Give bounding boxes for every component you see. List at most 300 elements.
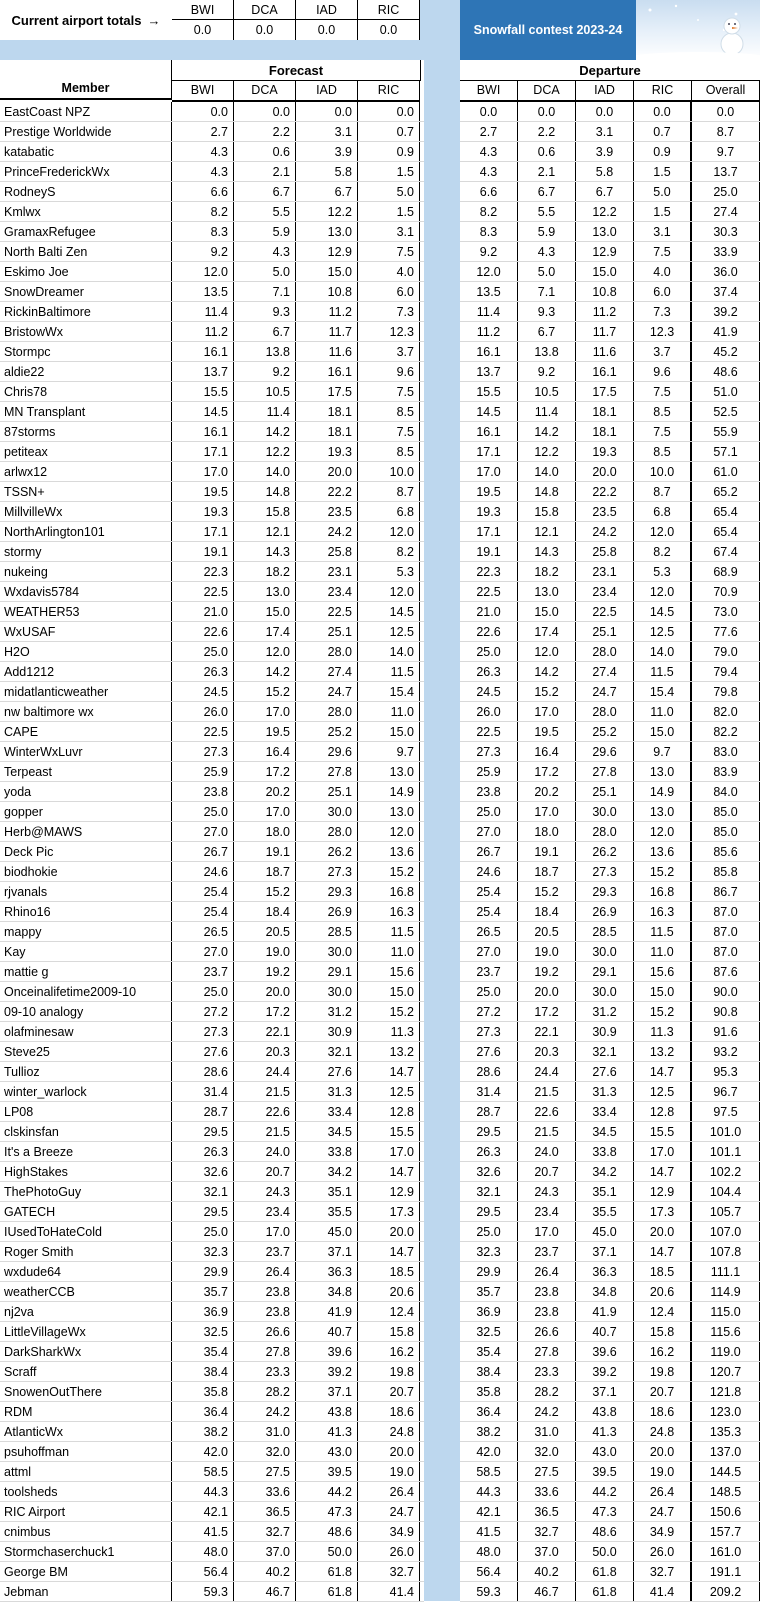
overall-cell[interactable]: 123.0 — [692, 1402, 760, 1421]
departure-dca-cell[interactable]: 27.5 — [518, 1462, 576, 1481]
forecast-ric-cell[interactable]: 19.8 — [358, 1362, 420, 1381]
forecast-dca-cell[interactable]: 0.6 — [234, 142, 296, 161]
forecast-dca-cell[interactable]: 20.2 — [234, 782, 296, 801]
forecast-iad-cell[interactable]: 22.2 — [296, 482, 358, 501]
member-name-cell[interactable]: nukeing — [0, 562, 172, 581]
member-name-cell[interactable]: Stormchaserchuck1 — [0, 1542, 172, 1561]
forecast-ric-cell[interactable]: 12.9 — [358, 1182, 420, 1201]
forecast-dca-cell[interactable]: 12.0 — [234, 642, 296, 661]
forecast-ric-cell[interactable]: 8.7 — [358, 482, 420, 501]
forecast-dca-cell[interactable]: 33.6 — [234, 1482, 296, 1501]
overall-cell[interactable]: 65.4 — [692, 522, 760, 541]
departure-bwi-cell[interactable]: 42.1 — [460, 1502, 518, 1521]
forecast-iad-cell[interactable]: 39.6 — [296, 1342, 358, 1361]
forecast-ric-cell[interactable]: 13.2 — [358, 1042, 420, 1061]
departure-iad-cell[interactable]: 61.8 — [576, 1562, 634, 1581]
forecast-dca-cell[interactable]: 5.5 — [234, 202, 296, 221]
forecast-bwi-cell[interactable]: 22.3 — [172, 562, 234, 581]
member-name-cell[interactable]: Wxdavis5784 — [0, 582, 172, 601]
departure-dca-cell[interactable]: 31.0 — [518, 1422, 576, 1441]
departure-ric-cell[interactable]: 12.4 — [634, 1302, 692, 1321]
departure-iad-cell[interactable]: 25.1 — [576, 782, 634, 801]
departure-iad-cell[interactable]: 45.0 — [576, 1222, 634, 1241]
departure-dca-cell[interactable]: 5.0 — [518, 262, 576, 281]
member-name-cell[interactable]: ThePhotoGuy — [0, 1182, 172, 1201]
departure-dca-cell[interactable]: 20.3 — [518, 1042, 576, 1061]
forecast-iad-cell[interactable]: 41.3 — [296, 1422, 358, 1441]
forecast-bwi-cell[interactable]: 36.9 — [172, 1302, 234, 1321]
member-name-cell[interactable]: Terpeast — [0, 762, 172, 781]
overall-cell[interactable]: 83.0 — [692, 742, 760, 761]
departure-bwi-cell[interactable]: 29.5 — [460, 1202, 518, 1221]
forecast-bwi-cell[interactable]: 0.0 — [172, 102, 234, 121]
forecast-dca-cell[interactable]: 5.0 — [234, 262, 296, 281]
overall-cell[interactable]: 85.6 — [692, 842, 760, 861]
overall-cell[interactable]: 51.0 — [692, 382, 760, 401]
departure-ric-cell[interactable]: 19.0 — [634, 1462, 692, 1481]
departure-dca-cell[interactable]: 19.0 — [518, 942, 576, 961]
departure-dca-cell[interactable]: 10.5 — [518, 382, 576, 401]
totals-airport-value[interactable]: 0.0 — [234, 20, 296, 40]
forecast-iad-cell[interactable]: 31.2 — [296, 1002, 358, 1021]
member-name-cell[interactable]: MN Transplant — [0, 402, 172, 421]
overall-cell[interactable]: 120.7 — [692, 1362, 760, 1381]
forecast-iad-cell[interactable]: 31.3 — [296, 1082, 358, 1101]
departure-ric-cell[interactable]: 3.1 — [634, 222, 692, 241]
departure-dca-cell[interactable]: 22.6 — [518, 1102, 576, 1121]
member-name-cell[interactable]: EastCoast NPZ — [0, 102, 172, 121]
departure-iad-cell[interactable]: 12.2 — [576, 202, 634, 221]
departure-ric-cell[interactable]: 26.0 — [634, 1542, 692, 1561]
member-name-cell[interactable]: Eskimo Joe — [0, 262, 172, 281]
overall-cell[interactable]: 79.4 — [692, 662, 760, 681]
forecast-bwi-cell[interactable]: 14.5 — [172, 402, 234, 421]
forecast-ric-cell[interactable]: 24.8 — [358, 1422, 420, 1441]
forecast-ric-cell[interactable]: 26.0 — [358, 1542, 420, 1561]
forecast-dca-cell[interactable]: 17.0 — [234, 702, 296, 721]
forecast-bwi-cell[interactable]: 42.0 — [172, 1442, 234, 1461]
departure-iad-cell[interactable]: 25.8 — [576, 542, 634, 561]
forecast-iad-cell[interactable]: 18.1 — [296, 402, 358, 421]
overall-cell[interactable]: 101.1 — [692, 1142, 760, 1161]
departure-ric-cell[interactable]: 8.5 — [634, 442, 692, 461]
departure-iad-cell[interactable]: 37.1 — [576, 1382, 634, 1401]
overall-cell[interactable]: 30.3 — [692, 222, 760, 241]
forecast-ric-cell[interactable]: 15.2 — [358, 1002, 420, 1021]
forecast-bwi-cell[interactable]: 12.0 — [172, 262, 234, 281]
departure-ric-cell[interactable]: 41.4 — [634, 1582, 692, 1601]
forecast-dca-cell[interactable]: 32.7 — [234, 1522, 296, 1541]
member-name-cell[interactable]: GramaxRefugee — [0, 222, 172, 241]
departure-ric-cell[interactable]: 24.8 — [634, 1422, 692, 1441]
overall-cell[interactable]: 65.4 — [692, 502, 760, 521]
overall-cell[interactable]: 83.9 — [692, 762, 760, 781]
forecast-dca-cell[interactable]: 23.7 — [234, 1242, 296, 1261]
departure-bwi-cell[interactable]: 32.5 — [460, 1322, 518, 1341]
departure-bwi-cell[interactable]: 22.3 — [460, 562, 518, 581]
overall-cell[interactable]: 39.2 — [692, 302, 760, 321]
departure-ric-cell[interactable]: 7.3 — [634, 302, 692, 321]
departure-bwi-cell[interactable]: 26.3 — [460, 1142, 518, 1161]
departure-ric-cell[interactable]: 34.9 — [634, 1522, 692, 1541]
departure-ric-cell[interactable]: 11.0 — [634, 942, 692, 961]
overall-cell[interactable]: 157.7 — [692, 1522, 760, 1541]
departure-dca-cell[interactable]: 46.7 — [518, 1582, 576, 1601]
forecast-dca-cell[interactable]: 12.1 — [234, 522, 296, 541]
forecast-iad-cell[interactable]: 26.9 — [296, 902, 358, 921]
departure-bwi-cell[interactable]: 25.4 — [460, 882, 518, 901]
departure-bwi-cell[interactable]: 25.0 — [460, 1222, 518, 1241]
departure-ric-cell[interactable]: 12.8 — [634, 1102, 692, 1121]
forecast-ric-cell[interactable]: 15.4 — [358, 682, 420, 701]
forecast-dca-cell[interactable]: 23.8 — [234, 1282, 296, 1301]
forecast-dca-cell[interactable]: 17.2 — [234, 1002, 296, 1021]
forecast-dca-cell[interactable]: 28.2 — [234, 1382, 296, 1401]
departure-dca-cell[interactable]: 9.3 — [518, 302, 576, 321]
forecast-ric-cell[interactable]: 14.7 — [358, 1062, 420, 1081]
overall-cell[interactable]: 73.0 — [692, 602, 760, 621]
member-column-header[interactable]: Member — [0, 60, 172, 100]
forecast-bwi-cell[interactable]: 29.9 — [172, 1262, 234, 1281]
departure-dca-cell[interactable]: 32.7 — [518, 1522, 576, 1541]
forecast-ric-cell[interactable]: 12.3 — [358, 322, 420, 341]
departure-bwi-cell[interactable]: 44.3 — [460, 1482, 518, 1501]
forecast-ric-cell[interactable]: 11.0 — [358, 702, 420, 721]
member-name-cell[interactable]: aldie22 — [0, 362, 172, 381]
forecast-ric-cell[interactable]: 16.8 — [358, 882, 420, 901]
overall-cell[interactable]: 150.6 — [692, 1502, 760, 1521]
overall-cell[interactable]: 191.1 — [692, 1562, 760, 1581]
forecast-bwi-cell[interactable]: 22.5 — [172, 582, 234, 601]
forecast-dca-cell[interactable]: 16.4 — [234, 742, 296, 761]
departure-bwi-cell[interactable]: 8.2 — [460, 202, 518, 221]
departure-iad-cell[interactable]: 18.1 — [576, 422, 634, 441]
departure-bwi-cell[interactable]: 26.7 — [460, 842, 518, 861]
forecast-iad-cell[interactable]: 27.8 — [296, 762, 358, 781]
forecast-ric-cell[interactable]: 14.7 — [358, 1242, 420, 1261]
member-name-cell[interactable]: MillvilleWx — [0, 502, 172, 521]
forecast-iad-cell[interactable]: 23.1 — [296, 562, 358, 581]
member-name-cell[interactable]: wxdude64 — [0, 1262, 172, 1281]
departure-iad-cell[interactable]: 41.3 — [576, 1422, 634, 1441]
forecast-dca-cell[interactable]: 36.5 — [234, 1502, 296, 1521]
departure-bwi-cell[interactable]: 58.5 — [460, 1462, 518, 1481]
departure-iad-cell[interactable]: 23.1 — [576, 562, 634, 581]
forecast-iad-cell[interactable]: 30.0 — [296, 982, 358, 1001]
forecast-ric-cell[interactable]: 8.5 — [358, 402, 420, 421]
member-name-cell[interactable]: Kay — [0, 942, 172, 961]
forecast-bwi-cell[interactable]: 13.7 — [172, 362, 234, 381]
member-name-cell[interactable]: RickinBaltimore — [0, 302, 172, 321]
totals-airport-value[interactable]: 0.0 — [296, 20, 358, 40]
departure-ric-cell[interactable]: 13.6 — [634, 842, 692, 861]
overall-cell[interactable]: 55.9 — [692, 422, 760, 441]
member-name-cell[interactable]: BristowWx — [0, 322, 172, 341]
forecast-bwi-cell[interactable]: 44.3 — [172, 1482, 234, 1501]
departure-ric-cell[interactable]: 14.7 — [634, 1162, 692, 1181]
forecast-iad-cell[interactable]: 17.5 — [296, 382, 358, 401]
forecast-iad-cell[interactable]: 41.9 — [296, 1302, 358, 1321]
member-name-cell[interactable]: Add1212 — [0, 662, 172, 681]
departure-dca-cell[interactable]: 2.1 — [518, 162, 576, 181]
departure-iad-cell[interactable]: 40.7 — [576, 1322, 634, 1341]
departure-ric-cell[interactable]: 0.7 — [634, 122, 692, 141]
forecast-ric-cell[interactable]: 15.0 — [358, 722, 420, 741]
departure-dca-cell[interactable]: 12.2 — [518, 442, 576, 461]
forecast-iad-cell[interactable]: 32.1 — [296, 1042, 358, 1061]
forecast-bwi-cell[interactable]: 26.0 — [172, 702, 234, 721]
departure-ric-cell[interactable]: 6.8 — [634, 502, 692, 521]
forecast-bwi-cell[interactable]: 22.6 — [172, 622, 234, 641]
overall-cell[interactable]: 114.9 — [692, 1282, 760, 1301]
forecast-iad-cell[interactable]: 18.1 — [296, 422, 358, 441]
departure-iad-cell[interactable]: 61.8 — [576, 1582, 634, 1601]
forecast-bwi-cell[interactable]: 6.6 — [172, 182, 234, 201]
forecast-ric-cell[interactable]: 14.5 — [358, 602, 420, 621]
departure-dca-cell[interactable]: 17.0 — [518, 1222, 576, 1241]
departure-dca-cell[interactable]: 15.0 — [518, 602, 576, 621]
forecast-bwi-cell[interactable]: 9.2 — [172, 242, 234, 261]
departure-dca-cell[interactable]: 14.8 — [518, 482, 576, 501]
departure-dca-cell[interactable]: 23.8 — [518, 1282, 576, 1301]
departure-ric-cell[interactable]: 19.8 — [634, 1362, 692, 1381]
departure-dca-cell[interactable]: 7.1 — [518, 282, 576, 301]
departure-iad-cell[interactable]: 32.1 — [576, 1042, 634, 1061]
forecast-ric-cell[interactable]: 20.7 — [358, 1382, 420, 1401]
forecast-iad-cell[interactable]: 20.0 — [296, 462, 358, 481]
departure-bwi-cell[interactable]: 16.1 — [460, 422, 518, 441]
departure-dca-cell[interactable]: 18.2 — [518, 562, 576, 581]
departure-iad-cell[interactable]: 26.2 — [576, 842, 634, 861]
departure-dca-cell[interactable]: 24.3 — [518, 1182, 576, 1201]
overall-cell[interactable]: 79.0 — [692, 642, 760, 661]
forecast-ric-cell[interactable]: 12.0 — [358, 822, 420, 841]
forecast-ric-cell[interactable]: 12.0 — [358, 582, 420, 601]
overall-cell[interactable]: 161.0 — [692, 1542, 760, 1561]
forecast-dca-cell[interactable]: 18.4 — [234, 902, 296, 921]
forecast-bwi-cell[interactable]: 56.4 — [172, 1562, 234, 1581]
forecast-bwi-cell[interactable]: 25.0 — [172, 642, 234, 661]
departure-dca-cell[interactable]: 17.4 — [518, 622, 576, 641]
overall-cell[interactable]: 91.6 — [692, 1022, 760, 1041]
forecast-dca-cell[interactable]: 24.3 — [234, 1182, 296, 1201]
departure-ric-cell[interactable]: 7.5 — [634, 422, 692, 441]
overall-cell[interactable]: 85.0 — [692, 802, 760, 821]
forecast-dca-cell[interactable]: 27.8 — [234, 1342, 296, 1361]
departure-col-header[interactable]: Overall — [692, 80, 760, 100]
forecast-bwi-cell[interactable]: 48.0 — [172, 1542, 234, 1561]
forecast-ric-cell[interactable]: 12.4 — [358, 1302, 420, 1321]
departure-iad-cell[interactable]: 11.7 — [576, 322, 634, 341]
forecast-iad-cell[interactable]: 40.7 — [296, 1322, 358, 1341]
departure-ric-cell[interactable]: 20.6 — [634, 1282, 692, 1301]
forecast-bwi-cell[interactable]: 17.1 — [172, 522, 234, 541]
overall-cell[interactable]: 111.1 — [692, 1262, 760, 1281]
forecast-iad-cell[interactable]: 22.5 — [296, 602, 358, 621]
forecast-dca-cell[interactable]: 6.7 — [234, 182, 296, 201]
member-name-cell[interactable]: Scraff — [0, 1362, 172, 1381]
forecast-iad-cell[interactable]: 3.1 — [296, 122, 358, 141]
departure-ric-cell[interactable]: 0.0 — [634, 102, 692, 121]
departure-bwi-cell[interactable]: 29.9 — [460, 1262, 518, 1281]
forecast-iad-cell[interactable]: 47.3 — [296, 1502, 358, 1521]
forecast-dca-cell[interactable]: 17.4 — [234, 622, 296, 641]
forecast-iad-cell[interactable]: 34.8 — [296, 1282, 358, 1301]
departure-ric-cell[interactable]: 8.2 — [634, 542, 692, 561]
forecast-iad-cell[interactable]: 27.6 — [296, 1062, 358, 1081]
member-name-cell[interactable]: cnimbus — [0, 1522, 172, 1541]
departure-iad-cell[interactable]: 6.7 — [576, 182, 634, 201]
departure-iad-cell[interactable]: 34.5 — [576, 1122, 634, 1141]
departure-ric-cell[interactable]: 15.4 — [634, 682, 692, 701]
departure-iad-cell[interactable]: 27.3 — [576, 862, 634, 881]
departure-dca-cell[interactable]: 20.0 — [518, 982, 576, 1001]
forecast-iad-cell[interactable]: 29.1 — [296, 962, 358, 981]
departure-iad-cell[interactable]: 31.3 — [576, 1082, 634, 1101]
departure-iad-cell[interactable]: 26.9 — [576, 902, 634, 921]
forecast-dca-cell[interactable]: 10.5 — [234, 382, 296, 401]
forecast-bwi-cell[interactable]: 25.0 — [172, 982, 234, 1001]
forecast-ric-cell[interactable]: 41.4 — [358, 1582, 420, 1601]
departure-dca-cell[interactable]: 12.1 — [518, 522, 576, 541]
forecast-ric-cell[interactable]: 1.5 — [358, 162, 420, 181]
departure-dca-cell[interactable]: 14.2 — [518, 662, 576, 681]
departure-dca-cell[interactable]: 12.0 — [518, 642, 576, 661]
departure-dca-cell[interactable]: 2.2 — [518, 122, 576, 141]
forecast-dca-cell[interactable]: 18.7 — [234, 862, 296, 881]
departure-ric-cell[interactable]: 6.0 — [634, 282, 692, 301]
totals-airport-value[interactable]: 0.0 — [172, 20, 234, 40]
forecast-ric-cell[interactable]: 9.6 — [358, 362, 420, 381]
forecast-bwi-cell[interactable]: 42.1 — [172, 1502, 234, 1521]
departure-ric-cell[interactable]: 1.5 — [634, 162, 692, 181]
departure-bwi-cell[interactable]: 25.9 — [460, 762, 518, 781]
forecast-bwi-cell[interactable]: 8.2 — [172, 202, 234, 221]
forecast-bwi-cell[interactable]: 38.2 — [172, 1422, 234, 1441]
departure-bwi-cell[interactable]: 4.3 — [460, 142, 518, 161]
departure-iad-cell[interactable]: 28.0 — [576, 642, 634, 661]
member-name-cell[interactable]: WEATHER53 — [0, 602, 172, 621]
departure-bwi-cell[interactable]: 23.7 — [460, 962, 518, 981]
departure-ric-cell[interactable]: 17.0 — [634, 1142, 692, 1161]
departure-ric-cell[interactable]: 14.7 — [634, 1242, 692, 1261]
forecast-ric-cell[interactable]: 26.4 — [358, 1482, 420, 1501]
departure-ric-cell[interactable]: 18.5 — [634, 1262, 692, 1281]
departure-iad-cell[interactable]: 30.0 — [576, 942, 634, 961]
forecast-bwi-cell[interactable]: 35.8 — [172, 1382, 234, 1401]
forecast-bwi-cell[interactable]: 26.7 — [172, 842, 234, 861]
forecast-bwi-cell[interactable]: 19.1 — [172, 542, 234, 561]
member-name-cell[interactable]: H2O — [0, 642, 172, 661]
departure-iad-cell[interactable]: 43.8 — [576, 1402, 634, 1421]
overall-cell[interactable]: 105.7 — [692, 1202, 760, 1221]
forecast-iad-cell[interactable]: 30.0 — [296, 942, 358, 961]
departure-iad-cell[interactable]: 13.0 — [576, 222, 634, 241]
forecast-iad-cell[interactable]: 15.0 — [296, 262, 358, 281]
forecast-bwi-cell[interactable]: 58.5 — [172, 1462, 234, 1481]
forecast-bwi-cell[interactable]: 35.4 — [172, 1342, 234, 1361]
forecast-ric-cell[interactable]: 15.6 — [358, 962, 420, 981]
forecast-iad-cell[interactable]: 23.5 — [296, 502, 358, 521]
departure-bwi-cell[interactable]: 26.3 — [460, 662, 518, 681]
departure-iad-cell[interactable]: 28.5 — [576, 922, 634, 941]
overall-cell[interactable]: 82.0 — [692, 702, 760, 721]
departure-dca-cell[interactable]: 18.0 — [518, 822, 576, 841]
departure-ric-cell[interactable]: 15.0 — [634, 982, 692, 1001]
forecast-ric-cell[interactable]: 12.5 — [358, 1082, 420, 1101]
forecast-dca-cell[interactable]: 9.3 — [234, 302, 296, 321]
overall-cell[interactable]: 57.1 — [692, 442, 760, 461]
departure-iad-cell[interactable]: 47.3 — [576, 1502, 634, 1521]
departure-ric-cell[interactable]: 16.2 — [634, 1342, 692, 1361]
forecast-dca-cell[interactable]: 23.4 — [234, 1202, 296, 1221]
overall-cell[interactable]: 65.2 — [692, 482, 760, 501]
forecast-dca-cell[interactable]: 20.5 — [234, 922, 296, 941]
departure-dca-cell[interactable]: 15.8 — [518, 502, 576, 521]
forecast-ric-cell[interactable]: 19.0 — [358, 1462, 420, 1481]
forecast-dca-cell[interactable]: 14.2 — [234, 422, 296, 441]
member-name-cell[interactable]: LP08 — [0, 1102, 172, 1121]
forecast-bwi-cell[interactable]: 32.1 — [172, 1182, 234, 1201]
departure-ric-cell[interactable]: 12.3 — [634, 322, 692, 341]
forecast-ric-cell[interactable]: 18.6 — [358, 1402, 420, 1421]
departure-ric-cell[interactable]: 5.3 — [634, 562, 692, 581]
forecast-bwi-cell[interactable]: 23.8 — [172, 782, 234, 801]
forecast-dca-cell[interactable]: 0.0 — [234, 102, 296, 121]
forecast-ric-cell[interactable]: 5.0 — [358, 182, 420, 201]
forecast-ric-cell[interactable]: 4.0 — [358, 262, 420, 281]
forecast-ric-cell[interactable]: 11.0 — [358, 942, 420, 961]
overall-cell[interactable]: 209.2 — [692, 1582, 760, 1601]
forecast-iad-cell[interactable]: 34.2 — [296, 1162, 358, 1181]
departure-dca-cell[interactable]: 19.5 — [518, 722, 576, 741]
member-name-cell[interactable]: Deck Pic — [0, 842, 172, 861]
departure-bwi-cell[interactable]: 36.9 — [460, 1302, 518, 1321]
forecast-dca-cell[interactable]: 21.5 — [234, 1122, 296, 1141]
member-name-cell[interactable]: It's a Breeze — [0, 1142, 172, 1161]
departure-iad-cell[interactable]: 15.0 — [576, 262, 634, 281]
departure-iad-cell[interactable]: 30.0 — [576, 982, 634, 1001]
departure-ric-cell[interactable]: 11.0 — [634, 702, 692, 721]
forecast-dca-cell[interactable]: 7.1 — [234, 282, 296, 301]
forecast-ric-cell[interactable]: 6.8 — [358, 502, 420, 521]
departure-dca-cell[interactable]: 26.4 — [518, 1262, 576, 1281]
forecast-ric-cell[interactable]: 8.5 — [358, 442, 420, 461]
forecast-dca-cell[interactable]: 13.8 — [234, 342, 296, 361]
member-name-cell[interactable]: arlwx12 — [0, 462, 172, 481]
overall-cell[interactable]: 137.0 — [692, 1442, 760, 1461]
forecast-ric-cell[interactable]: 0.7 — [358, 122, 420, 141]
forecast-dca-cell[interactable]: 5.9 — [234, 222, 296, 241]
departure-dca-cell[interactable]: 18.4 — [518, 902, 576, 921]
departure-bwi-cell[interactable]: 42.0 — [460, 1442, 518, 1461]
overall-cell[interactable]: 119.0 — [692, 1342, 760, 1361]
forecast-iad-cell[interactable]: 29.3 — [296, 882, 358, 901]
overall-cell[interactable]: 95.3 — [692, 1062, 760, 1081]
totals-airport-code[interactable]: BWI — [172, 0, 234, 20]
overall-cell[interactable]: 148.5 — [692, 1482, 760, 1501]
departure-bwi-cell[interactable]: 13.7 — [460, 362, 518, 381]
overall-cell[interactable]: 102.2 — [692, 1162, 760, 1181]
forecast-bwi-cell[interactable]: 17.1 — [172, 442, 234, 461]
forecast-ric-cell[interactable]: 7.5 — [358, 382, 420, 401]
departure-ric-cell[interactable]: 12.9 — [634, 1182, 692, 1201]
overall-cell[interactable]: 82.2 — [692, 722, 760, 741]
departure-iad-cell[interactable]: 30.9 — [576, 1022, 634, 1041]
departure-dca-cell[interactable]: 37.0 — [518, 1542, 576, 1561]
member-name-cell[interactable]: Kmlwx — [0, 202, 172, 221]
forecast-dca-cell[interactable]: 40.2 — [234, 1562, 296, 1581]
